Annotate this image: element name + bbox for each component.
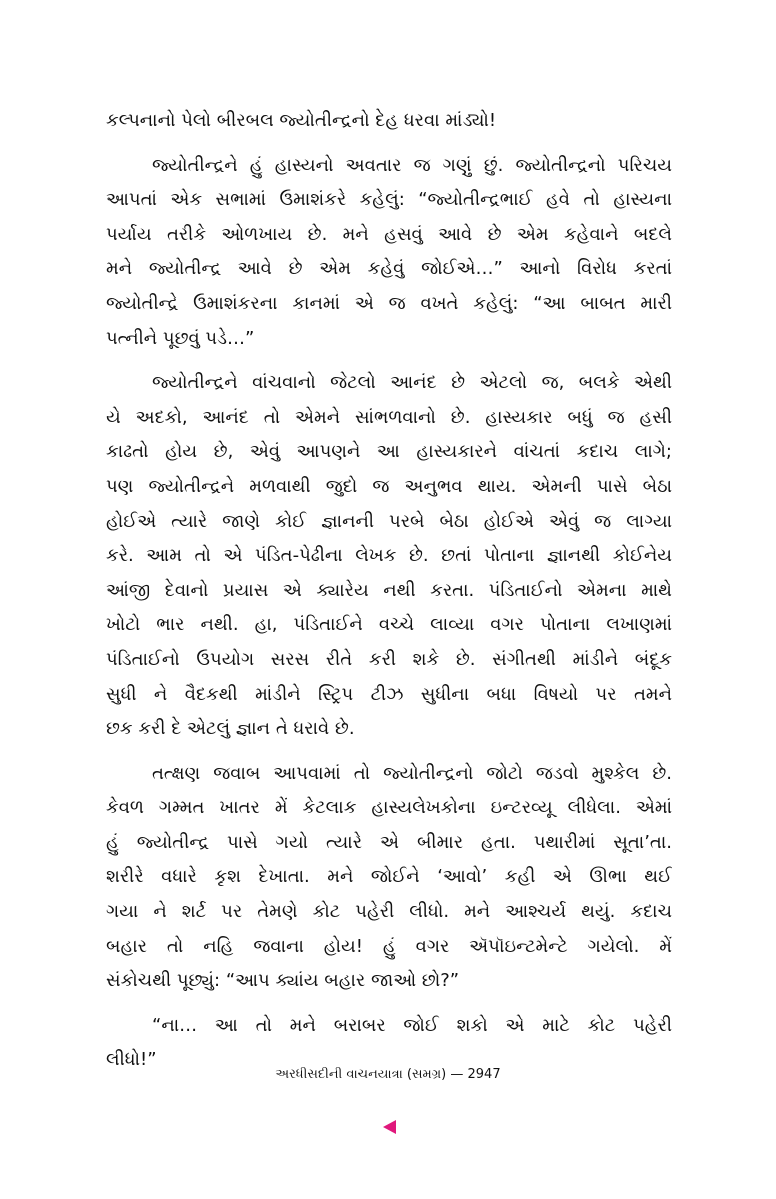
text-line: હું જ્યોતીન્દ્ર પાસે ગયો ત્યારે એ બીમાર હતા. પથારીમાં સૂતા’તા. — [106, 831, 672, 853]
text-line: બહાર તો નહિ જવાના હોય! હું વગર ઍપૉઇન્ટમેન્ટે ગયેલો. મેં — [106, 935, 672, 957]
text-line: હોઈએ ત્યારે જાણે કોઈ જ્ઞાનની પરબે બેઠા હોઈએ એવું જ લાગ્યા — [106, 510, 672, 532]
paragraph — [106, 757, 672, 999]
paragraph — [106, 104, 672, 139]
footer-page-number: 2947 — [467, 1067, 501, 1082]
paragraph-gap — [106, 747, 672, 757]
text-line: પત્નીને પૂછવું પડે…” — [106, 327, 255, 349]
footer-separator: — — [450, 1067, 464, 1082]
text-line: કેવળ ગમ્મત ખાતર મેં કેટલાક હાસ્યલેખકોના ઇન્ટરવ્યૂ લીધેલા. એમાં — [106, 797, 672, 819]
paragraph-gap — [106, 999, 672, 1009]
text-line: ગયા ને શર્ટ પર તેમણે કોટ પહેરી લીધો. મને આશ્ચર્ય થયું. કદાચ — [106, 901, 672, 923]
text-line: કલ્પનાનો પેલો બીરબલ જ્યોતીન્દ્રનો દેહ ધરવા માંડ્યો! — [106, 110, 497, 131]
body-text — [106, 104, 672, 1078]
paragraph-gap — [106, 139, 672, 149]
text-line: છક કરી દે એટલું જ્ઞાન તે ધરાવે છે. — [106, 718, 355, 740]
text-line: આંજી દેવાનો પ્રયાસ એ ક્યારેય નથી કરતા. પંડિતાઈનો એમના માથે — [106, 579, 672, 601]
paragraph — [106, 149, 672, 357]
text-line: સુધી ને વૈદકથી માંડીને સ્ટ્રિપ ટીઝ સુધીના બધા વિષયો પર તમને — [106, 683, 672, 705]
previous-page-arrow-icon[interactable] — [383, 1120, 396, 1134]
text-line: તત્ક્ષણ જવાબ આપવામાં તો જ્યોતીન્દ્રનો જોટો જડવો મુશ્કેલ છે. — [152, 762, 672, 784]
text-line: “ના… આ તો મને બરાબર જોઈ શકો એ માટે કોટ પહેરી — [152, 1014, 672, 1036]
text-line: કાઢતો હોય છે, એવું આપણને આ હાસ્યકારને વાંચતાં કદાચ લાગે; — [106, 441, 672, 463]
paragraph — [106, 366, 672, 747]
text-line: પણ જ્યોતીન્દ્રને મળવાથી જુદો જ અનુભવ થાય. એમની પાસે બેઠા — [106, 475, 672, 497]
paragraph-gap — [106, 356, 672, 366]
text-line: પંડિતાઈનો ઉપયોગ સરસ રીતે કરી શકે છે. સંગીતથી માંડીને બંદૂક — [106, 648, 672, 670]
page-footer — [0, 1066, 776, 1084]
text-line: જ્યોતીન્દ્રને હું હાસ્યનો અવતાર જ ગણું છું. જ્યોતીન્દ્રનો પરિચય — [152, 154, 672, 176]
text-line: ખોટો ભાર નથી. હા, પંડિતાઈને વચ્ચે લાવ્યા વગર પોતાના લખાણમાં — [106, 614, 672, 636]
text-line: કરે. આમ તો એ પંડિત-પેઢીના લેખક છે. છતાં પોતાના જ્ઞાનથી કોઈનેય — [106, 545, 672, 567]
text-line: મને જ્યોતીન્દ્ર આવે છે એમ કહેવું જોઈએ…” આનો વિરોધ કરતાં — [106, 258, 672, 280]
text-line: જ્યોતીન્દ્રને વાંચવાનો જેટલો આનંદ છે એટલો જ, બલકે એથી — [152, 372, 672, 394]
text-line: લીધો!” — [106, 1049, 157, 1071]
text-line: યે અદકો, આનંદ તો એમને સાંભળવાનો છે. હાસ્યકાર બધું જ હસી — [106, 406, 672, 428]
text-line: શરીરે વધારે કૃશ દેખાતા. મને જોઈને ‘આવો’ કહી એ ઊભા થઈ — [106, 866, 672, 888]
text-line: આપતાં એક સભામાં ઉમાશંકરે કહેલું: “જ્યોતીન્દ્રભાઈ હવે તો હાસ્યના — [106, 189, 672, 211]
footer-book-title: અરધીસદીની વાચનયાત્રા (સમગ્ર) — [275, 1067, 447, 1082]
text-line: જ્યોતીન્દ્રે ઉમાશંકરના કાનમાં એ જ વખતે કહેલું: “આ બાબત મારી — [106, 292, 672, 314]
text-line: સંકોચથી પૂછ્યું: “આપ ક્યાંય બહાર જાઓ છો?” — [106, 970, 460, 992]
text-line: પર્યાય તરીકે ઓળખાય છે. મને હસવું આવે છે એમ કહેવાને બદલે — [106, 223, 672, 245]
